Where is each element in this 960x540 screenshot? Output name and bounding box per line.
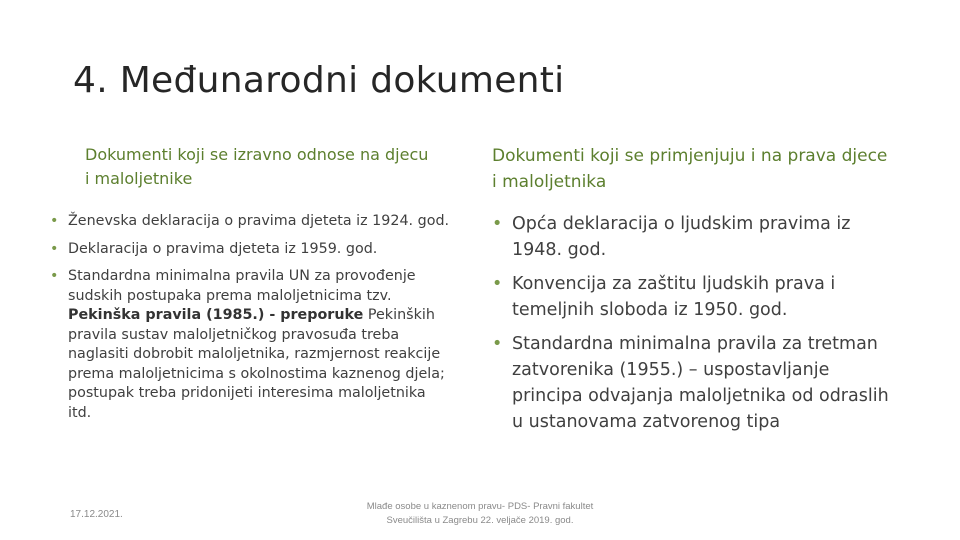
list-item [50,212,450,232]
left-bullet-list [50,212,450,431]
right-column-heading: Dokumenti koji se primjenjuju i na prava djece i maloljetnika [492,146,888,192]
bullet-icon: • [50,240,59,257]
list-item [492,331,892,435]
list-item [492,211,892,263]
bullet-icon: • [50,213,59,229]
right-bullet-list [492,211,892,443]
list-item-text: Standardna minimalna pravila za tretman zatvorenika (1955.) – uspostavljanje principa odvajanja maloljetnika od odraslih u ustanovama zatvorenog tipa [512,334,889,432]
list-item-text-part: Standardna minimalna pravila UN za provođenje sudskih postupaka prema maloljetnicima tzv. [68,268,416,304]
list-item-text: Konvencija za zaštitu ljudskih prava i temeljnih sloboda iz 1950. god. [512,274,836,320]
bullet-icon: • [492,214,503,234]
slide-title: 4. Međunarodni dokumenti [73,60,565,101]
list-item [492,271,892,323]
footer-date: 17.12.2021. [70,509,123,520]
bullet-icon: • [492,334,503,354]
footer-text [340,500,620,528]
list-item-text: Ženevska deklaracija o pravima djeteta iz 1924. god. [68,213,450,229]
list-item [50,267,450,423]
bullet-icon: • [50,268,59,284]
footer-line: Mlađe osobe u kaznenom pravu- PDS- Pravni fakultet [366,501,594,512]
list-item-bold-text: Pekinška pravila (1985.) - preporuke [68,307,364,323]
left-column-heading: Dokumenti koji se izravno odnose na djecu i maloljetnike [85,145,429,188]
footer-line: Sveučilišta u Zagrebu 22. veljače 2019. god. [386,515,574,526]
list-item-text: Opća deklaracija o ljudskim pravima iz 1948. god. [512,214,851,260]
list-item-text-part: Pekinških pravila sustav maloljetničkog pravosuđa treba naglasiti dobrobit maloljetnika, razmjernost reakcije prema maloljetnicima s okolnostima kaznenog djela; postupak treba pridonijeti interesima maloljetnika itd. [68,307,445,421]
bullet-icon: • [492,274,503,294]
list-item [50,240,450,260]
list-item-text: Deklaracija o pravima djeteta iz 1959. god. [68,240,378,257]
